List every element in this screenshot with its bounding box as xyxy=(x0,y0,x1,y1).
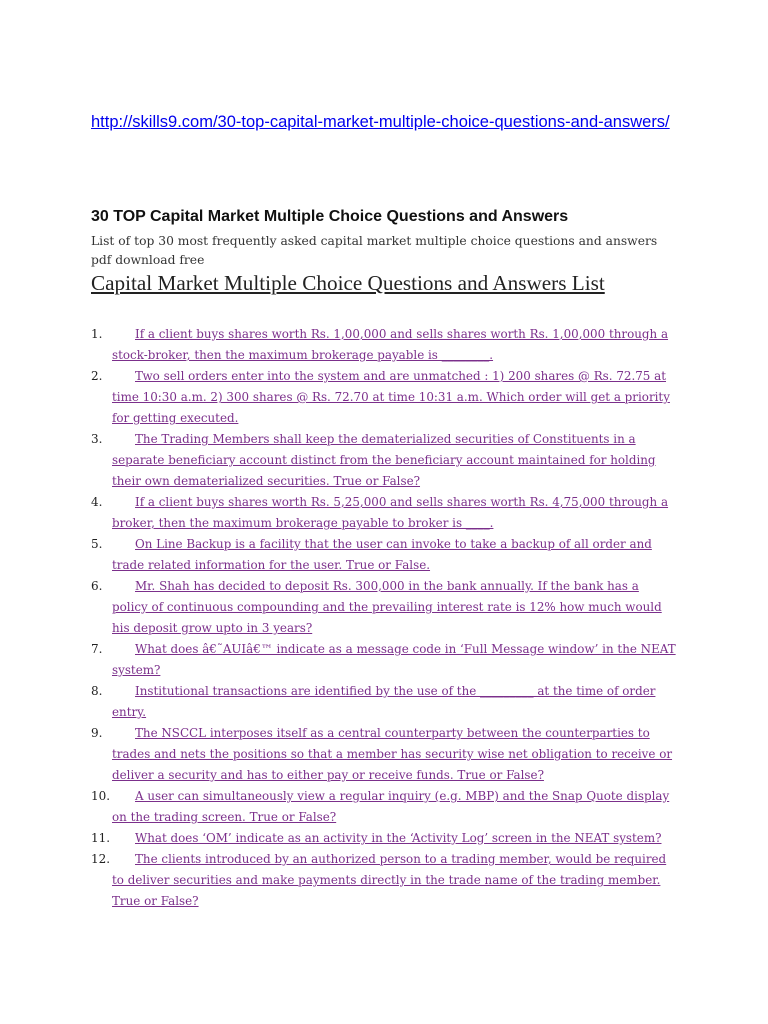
intro-text: List of top 30 most frequently asked capital market multiple choice questions and answers pdf download free xyxy=(91,234,658,267)
list-item xyxy=(0,786,768,828)
list-item xyxy=(0,849,768,912)
item-number: 2. xyxy=(91,369,103,383)
list-item xyxy=(0,429,768,492)
item-number: 10. xyxy=(91,789,111,803)
list-item xyxy=(0,681,768,723)
question-link[interactable]: The NSCCL interposes itself as a central counterparty between the counterparties to trades and nets the positions so that a member has security wise net obligation to receive or deliver a security and has to either pay or receive funds. True or False? xyxy=(112,726,673,782)
item-number: 3. xyxy=(91,432,103,446)
question-link[interactable]: Mr. Shah has decided to deposit Rs. 300,000 in the bank annually. If the bank has a policy of continuous compounding and the prevailing interest rate is 12% how much would his deposit grow upto in 3 years? xyxy=(112,579,662,635)
item-number: 4. xyxy=(91,495,103,509)
list-heading xyxy=(91,270,691,297)
question-link[interactable]: If a client buys shares worth Rs. 1,00,000 and sells shares worth Rs. 1,00,000 through a stock-broker, then the maximum brokerage payable is ________. xyxy=(112,327,669,362)
list-item xyxy=(0,366,768,429)
source-link[interactable]: http://skills9.com/30-top-capital-market-multiple-choice-questions-and-answers/ xyxy=(91,113,670,131)
question-link[interactable]: On Line Backup is a facility that the user can invoke to take a backup of all order and trade related information for the user. True or False. xyxy=(112,537,652,572)
item-number: 11. xyxy=(91,831,111,845)
question-link[interactable]: If a client buys shares worth Rs. 5,25,000 and sells shares worth Rs. 4,75,000 through a broker, then the maximum brokerage payable to broker is ____. xyxy=(112,495,669,530)
list-heading-text: Capital Market Multiple Choice Questions and Answers List xyxy=(91,271,605,295)
list-item xyxy=(0,576,768,639)
list-item xyxy=(0,324,768,366)
question-link[interactable]: What does ‘OM’ indicate as an activity in the ‘Activity Log’ screen in the NEAT system? xyxy=(135,831,662,845)
item-number: 5. xyxy=(91,537,103,551)
question-link[interactable]: A user can simultaneously view a regular inquiry (e.g. MBP) and the Snap Quote display on the trading screen. True or False? xyxy=(112,789,670,824)
question-link[interactable]: The clients introduced by an authorized person to a trading member, would be required to deliver securities and make payments directly in the trade name of the trading member. True or False? xyxy=(112,852,667,908)
question-link[interactable]: What does â€˜AUIâ€™ indicate as a message code in ‘Full Message window’ in the NEAT system? xyxy=(112,642,676,677)
list-item xyxy=(0,492,768,534)
item-number: 6. xyxy=(91,579,103,593)
item-number: 7. xyxy=(91,642,103,656)
question-list xyxy=(0,324,768,912)
item-number: 1. xyxy=(91,327,103,341)
page-title: 30 TOP Capital Market Multiple Choice Questions and Answers xyxy=(91,208,569,225)
item-number: 8. xyxy=(91,684,103,698)
list-item xyxy=(0,639,768,681)
item-number: 12. xyxy=(91,852,111,866)
list-item xyxy=(0,534,768,576)
question-link[interactable]: Two sell orders enter into the system and are unmatched : 1) 200 shares @ Rs. 72.75 at time 10:30 a.m. 2) 300 shares @ Rs. 72.70 at time 10:31 a.m. Which order will get a priority for getting executed. xyxy=(112,369,670,425)
question-link[interactable]: The Trading Members shall keep the dematerialized securities of Constituents in a separate beneficiary account distinct from the beneficiary account maintained for holding their own dematerialized securities. True or False? xyxy=(112,432,656,488)
list-item xyxy=(0,723,768,786)
list-item xyxy=(0,828,768,849)
question-link[interactable]: Institutional transactions are identified by the use of the _________ at the time of order entry. xyxy=(112,684,656,719)
item-number: 9. xyxy=(91,726,103,740)
